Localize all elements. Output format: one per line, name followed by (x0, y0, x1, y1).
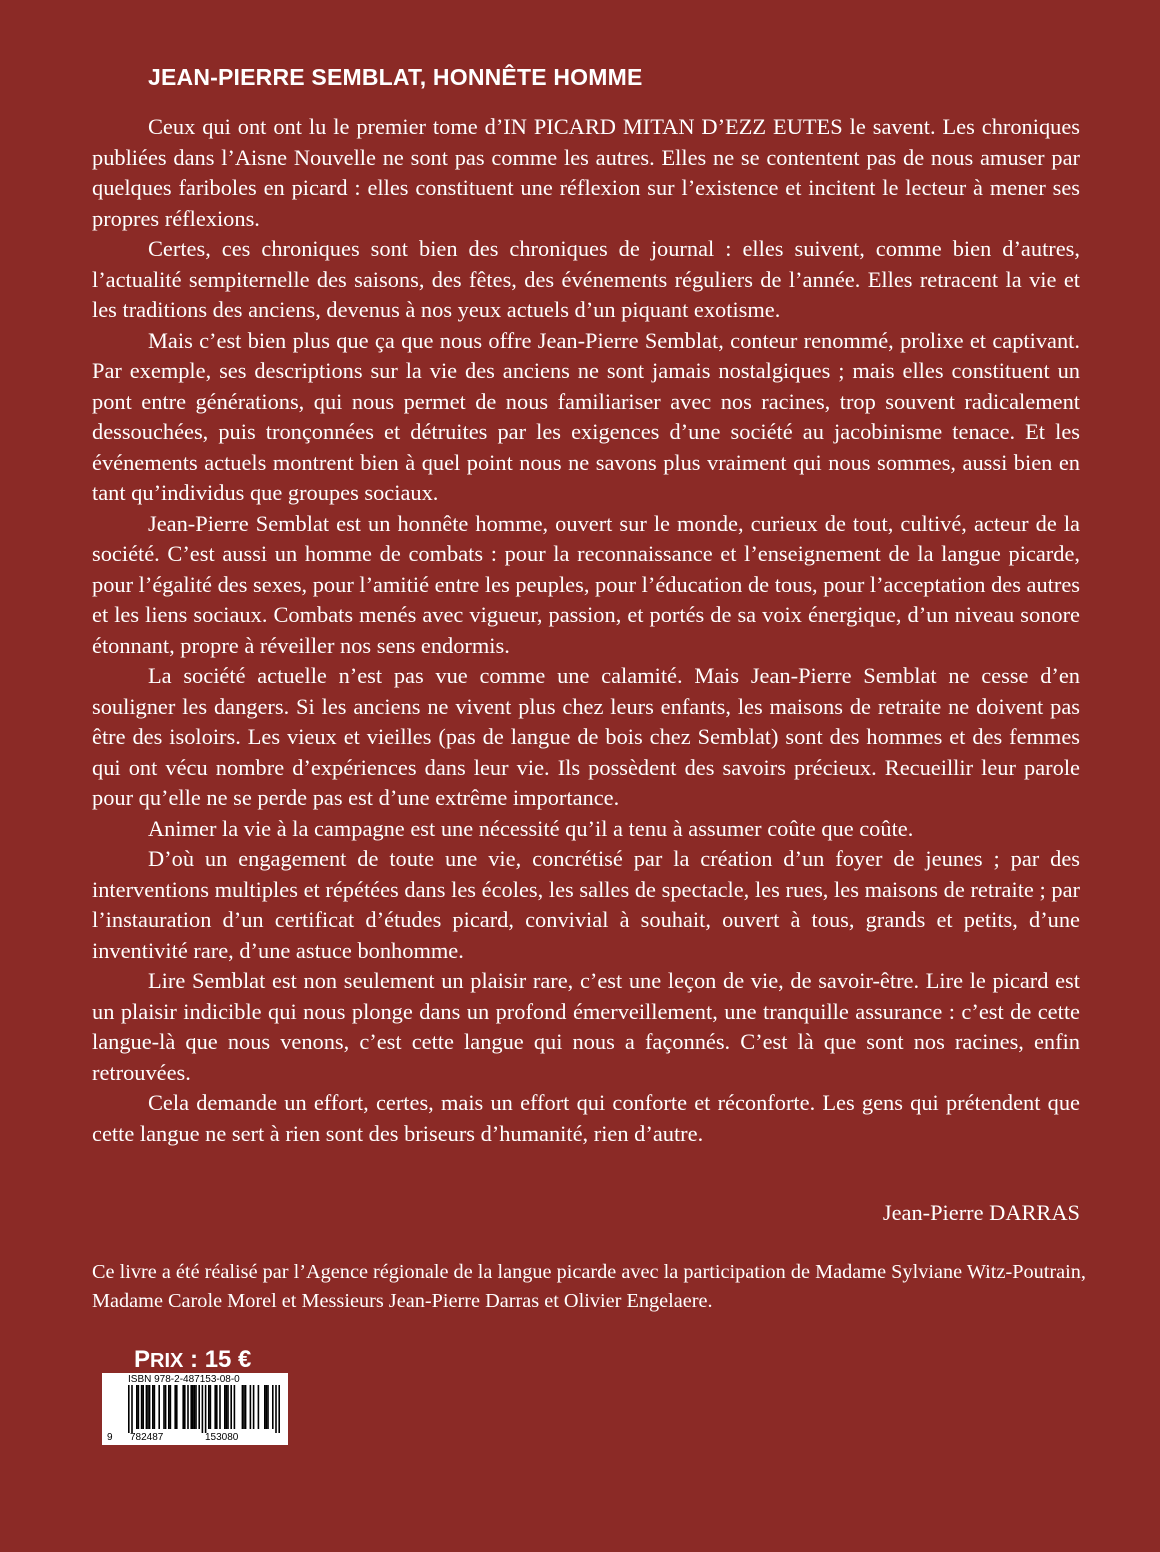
price-label (134, 1346, 251, 1374)
barcode-bar (226, 1385, 228, 1429)
barcode-bar (210, 1385, 212, 1429)
barcode-left-group: 782487 (130, 1432, 164, 1443)
page-title: JEAN-PIERRE SEMBLAT, HONNÊTE HOMME (148, 64, 643, 90)
barcode-bar (176, 1385, 178, 1429)
paragraph: Lire Semblat est non seulement un plaisir rare, c’est une leçon de vie, de savoir-être. Lire le picard est un plaisir indicible qui nous plonge dans un profond émerveillement, une tranquille assurance : c’est de cette langue-là que nous venons, c’est cette langue qui nous a façonnés. C’est là que sont nos racines, enfin retrouvées. (92, 968, 1080, 1085)
paragraph: La société actuelle n’est pas vue comme une calamité. Mais Jean-Pierre Semblat ne cesse d’en souligner les dangers. Si les anciens ne vivent plus chez leurs enfants, les maisons de retraite ne doivent pas être des isoloirs. Les vieux et vieilles (pas de langue de bois chez Semblat) sont des hommes et des femmes qui ont vécu nombre d’expériences dans leur vie. Ils possèdent des savoirs précieux. Recueillir leur parole pour qu’elle ne se perde pas est d’une extrême importance. (92, 663, 1080, 810)
barcode-right-group: 153080 (205, 1432, 239, 1443)
barcode-bar (275, 1385, 277, 1433)
barcode-bar (146, 1385, 148, 1429)
barcode-bar (264, 1385, 266, 1429)
barcode-bar (208, 1385, 210, 1429)
paragraph: Mais c’est bien plus que ça que nous offre Jean-Pierre Semblat, conteur renommé, prolixe et captivant. Par exemple, ses descriptions sur la vie des anciens ne sont jamais nostalgiques ; mais elles constituent un pont entre générations, qui nous permet de nous familiariser avec nos racines, trop souvent radicalement dessouchées, puis tronçonnées et détruites par les exigences d’une société au jacobinisme tenace. Et les événements actuels montrent bien à quel point nous ne savons plus vraiment qui nous sommes, aussi bien en tant qu’individus que groupes sociaux. (92, 327, 1080, 505)
barcode-bar (182, 1385, 184, 1429)
barcode-bar (267, 1385, 269, 1429)
barcode-bar (245, 1385, 247, 1429)
barcode-bar (234, 1385, 236, 1429)
paragraph: Animer la vie à la campagne est une nécessité qu’il a tenu à assumer coûte que coûte. (148, 815, 914, 841)
barcode-bar (158, 1385, 160, 1429)
barcode-bar (170, 1385, 172, 1429)
barcode-bar (266, 1385, 268, 1429)
barcode-icon (102, 1385, 288, 1433)
barcode-bar (141, 1385, 143, 1429)
price-label-initial: P (134, 1346, 151, 1373)
paragraph: Jean-Pierre Semblat est un honnête homme, ouvert sur le monde, curieux de tout, cultivé, acteur de la société. C’est aussi un homme de combats : pour la reconnaissance et l’enseignement de la langue picarde, pour l’égalité des sexes, pour l’amitié entre les peuples, pour l’éducation de tous, pour l’acceptation des autres et les liens sociaux. Combats menés avec vigueur, passion, et portés de sa voix énergique, d’un niveau sonore étonnant, propre à réveiller nos sens endormis. (92, 510, 1080, 658)
barcode-bar (250, 1385, 252, 1429)
barcode-bar (184, 1385, 186, 1429)
barcode-bar (165, 1385, 167, 1429)
barcode-bar (227, 1385, 229, 1429)
barcode-first-digit: 9 (107, 1432, 113, 1443)
author-signature: Jean-Pierre DARRAS (882, 1200, 1080, 1225)
price-value: : 15 € (183, 1346, 252, 1373)
barcode-bar (230, 1385, 232, 1429)
isbn-label: ISBN 978-2-487153-08-0 (128, 1374, 240, 1385)
barcode-bar (272, 1385, 274, 1429)
barcode-bar (147, 1385, 149, 1429)
barcode-bar (149, 1385, 151, 1429)
paragraph: D’où un engagement de toute une vie, concrétisé par la création d’un foyer de jeunes ; par des interventions multiples et répétées dans les écoles, les salles de spectacle, les rues, les maisons de retraite ; par l’instauration d’un certificat d’études picard, convivial à souhait, ouvert à tous, grands et petits, d’une inventivité rare, d’une astuce bonhomme. (92, 846, 1080, 963)
credits-note: Ce livre a été réalisé par l’Agence régionale de la langue picarde avec la participation de Madame Sylviane Witz-Poutrain, Madame Carole Morel et Messieurs Jean-Pierre Darras et Olivier Engelaere. (92, 1261, 1086, 1312)
barcode-bar (242, 1385, 244, 1429)
barcode-bar (224, 1385, 226, 1429)
barcode-bar (195, 1385, 197, 1429)
barcode-bar (219, 1385, 221, 1429)
paragraph: Certes, ces chroniques sont bien des chroniques de journal : elles suivent, comme bien d’autres, l’actualité sempiternelle des saisons, des fêtes, des événements réguliers de l’année. Elles retracent la vie et les traditions des anciens, devenus à nos yeux actuels d’un piquant exotisme. (92, 236, 1080, 322)
barcode-bar (258, 1385, 260, 1429)
barcode-bar (243, 1385, 245, 1429)
barcode-bar (131, 1385, 133, 1433)
barcode-bar (205, 1385, 207, 1433)
article-body (92, 112, 1080, 1149)
barcode-bar (168, 1385, 170, 1429)
barcode-bar (128, 1385, 130, 1433)
paragraph: Ceux qui ont ont lu le premier tome d’IN PICARD MITAN D’EZZ EUTES le savent. Les chroniques publiées dans l’Aisne Nouvelle ne sont pas comme les autres. Elles ne se contentent pas de nous amuser par quelques fariboles en picard : elles constituent une réflexion sur l’existence et incitent le lecteur à mener ses propres réflexions. (92, 114, 1080, 231)
barcode-bar (142, 1385, 144, 1429)
barcode-bar (214, 1385, 216, 1429)
price-label-rest: RIX (150, 1350, 184, 1372)
barcode-bar (138, 1385, 140, 1429)
barcode-bar (190, 1385, 192, 1429)
barcode-bar (152, 1385, 154, 1429)
barcode-bar (278, 1385, 280, 1433)
paragraph: Cela demande un effort, certes, mais un effort qui conforte et réconforte. Les gens qui prétendent que cette langue ne sert à rien sont des briseurs d’humanité, rien d’autre. (92, 1090, 1080, 1146)
barcode-bar (187, 1385, 189, 1429)
barcode-bar (163, 1385, 165, 1429)
barcode-bar (192, 1385, 194, 1429)
barcode-bar (202, 1385, 204, 1433)
barcode-bar (136, 1385, 138, 1429)
barcode-bar (253, 1385, 255, 1429)
barcode-bar (216, 1385, 218, 1429)
barcode-bar (174, 1385, 176, 1429)
isbn-barcode (102, 1373, 288, 1445)
barcode-bar (198, 1385, 200, 1429)
barcode-bar (154, 1385, 156, 1429)
barcode-bar (194, 1385, 196, 1429)
